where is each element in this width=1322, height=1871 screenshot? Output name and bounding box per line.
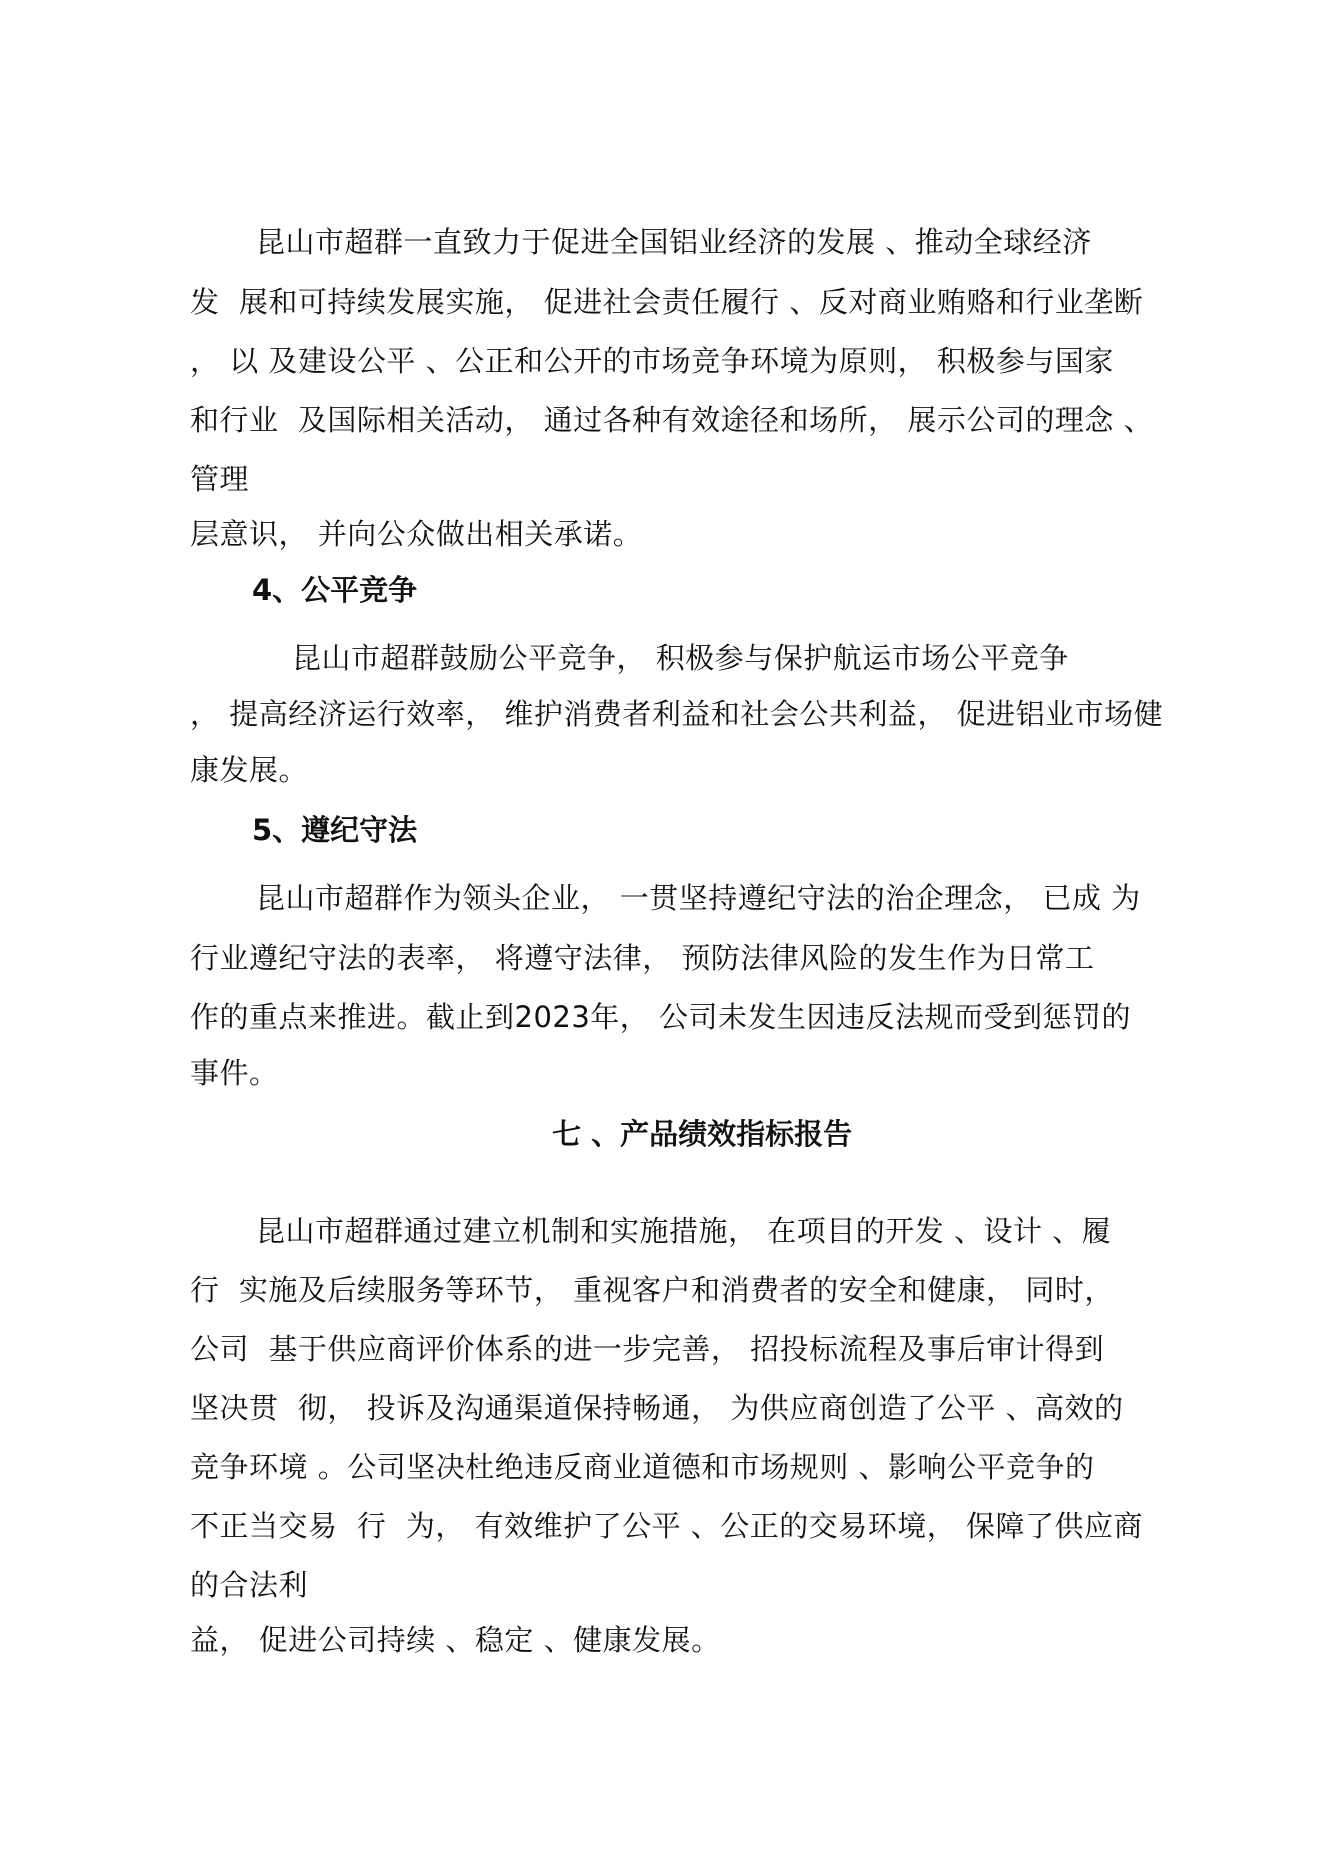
section-7-line-1: 昆山市超群通过建立机制和实施措施， 在项目的开发 、设计 、履 [256,1214,1112,1248]
section-7-line-6: 不正当交易 行 为， 有效维护了公平 、公正的交易环境， 保障了供应商 [190,1509,1144,1543]
section-7-line-3: 公司 基于供应商评价体系的进一步完善， 招投标流程及事后审计得到 [190,1332,1105,1366]
section-4-line-3: 康发展。 [190,753,309,787]
intro-line-5: 管理 [190,462,250,496]
intro-line-2: 发 展和可持续发展实施， 促进社会责任履行 、反对商业贿赂和行业垄断 [190,285,1144,319]
section-5-line-4: 事件。 [190,1056,279,1090]
section-4-line-1: 昆山市超群鼓励公平竞争， 积极参与保护航运市场公平竞争 [292,641,1069,675]
section-7-line-2: 行 实施及后续服务等环节， 重视客户和消费者的安全和健康， 同时， [190,1273,1114,1307]
section-5-line-3: 作的重点来推进。截止到2023年， 公司未发生因违反法规而受到惩罚的 [190,1000,1132,1034]
section-7-heading: 七 、产品绩效指标报告 [552,1117,853,1151]
intro-line-3: ， 以 及建设公平 、公正和公开的市场竞争环境为原则， 积极参与国家 [190,344,1114,378]
section-7-line-7: 的合法利 [190,1568,309,1602]
intro-line-4: 和行业 及国际相关活动， 通过各种有效途径和场所， 展示公司的理念 、 [190,403,1154,437]
intro-line-6: 层意识， 并向公众做出相关承诺。 [190,517,643,551]
section-4-heading: 4、公平竞争 [252,573,418,607]
section-7-line-8: 益， 促进公司持续 、稳定 、健康发展。 [190,1623,721,1657]
section-7-line-4: 坚决贯 彻， 投诉及沟通渠道保持畅通， 为供应商创造了公平 、高效的 [190,1391,1124,1425]
intro-line-1: 昆山市超群一直致力于促进全国铝业经济的发展 、推动全球经济 [256,225,1092,259]
section-7-line-5: 竞争环境 。公司坚决杜绝违反商业道德和市场规则 、影响公平竞争的 [190,1450,1095,1484]
section-5-line-1: 昆山市超群作为领头企业， 一贯坚持遵纪守法的治企理念， 已成 为 [256,881,1141,915]
section-5-heading: 5、遵纪守法 [252,813,418,847]
section-4-line-2: ， 提高经济运行效率， 维护消费者利益和社会公共利益， 促进铝业市场健 [190,697,1164,731]
section-5-line-2: 行业遵纪守法的表率， 将遵守法律， 预防法律风险的发生作为日常工 [190,941,1095,975]
